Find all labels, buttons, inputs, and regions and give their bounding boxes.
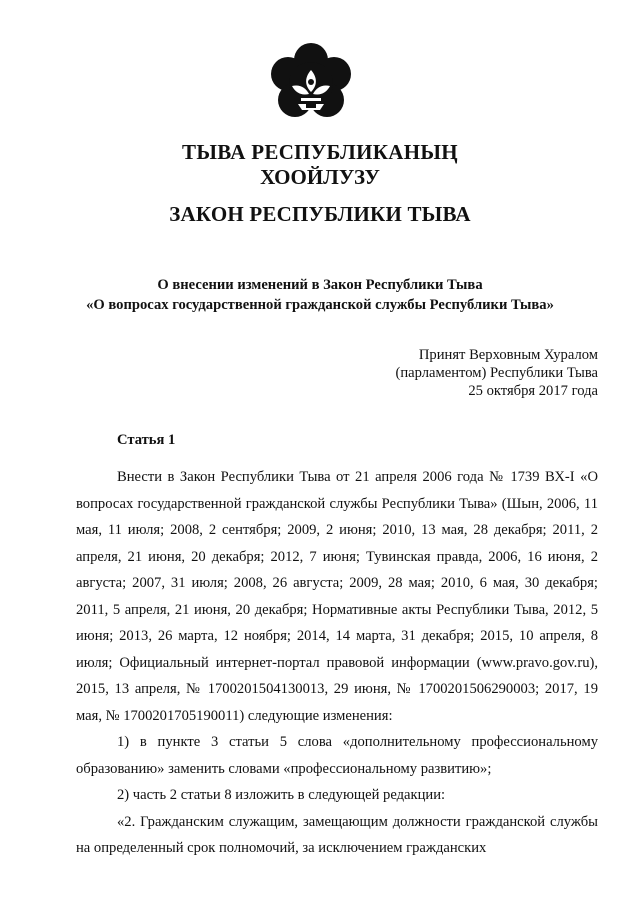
article-paragraph-item1: 1) в пункте 3 статьи 5 слова «дополнительному профессиональному образованию» заменить словами «профессиональному развитию»; (76, 734, 598, 777)
law-subject (0, 275, 640, 315)
law-subject-line1: О внесении изменений в Закон Республики Тыва (157, 277, 483, 293)
article-body (76, 464, 598, 862)
article-paragraph-item2: 2) часть 2 статьи 8 изложить в следующей редакции: (117, 787, 446, 803)
tuvan-title-line2: ХООЙЛУЗУ (260, 165, 380, 189)
adoption-info (395, 346, 598, 400)
adoption-line2: (парламентом) Республики Тыва (395, 365, 598, 381)
adoption-date: 25 октября 2017 года (468, 383, 598, 399)
adoption-line1: Принят Верховным Хуралом (418, 347, 598, 363)
coat-of-arms-emblem (268, 40, 354, 122)
article-paragraph-quote: «2. Гражданским служащим, замещающим должности гражданской службы на определенный срок полномочий, за исключением гражданских (76, 813, 598, 856)
tuvan-title-line1: ТЫВА РЕСПУБЛИКАНЫҢ (182, 140, 458, 164)
law-title: ЗАКОН РЕСПУБЛИКИ ТЫВА (169, 202, 471, 226)
article-heading: Статья 1 (117, 432, 176, 448)
article-paragraph-intro: Внести в Закон Республики Тыва от 21 апреля 2006 года № 1739 ВХ-I «О вопросах государственной гражданской службы Республики Тыва» (Шын, 2006, 11 мая, 11 июля; 2008, 2 сентября; 2009, 2 июня; 2010, 13 мая, 28 декабря; 2011, 2 апреля, 21 июня, 20 декабря; 2012, 7 июня; Тувинская правда, 2006, 16 июня, 2 августа; 2007, 31 июля; 2008, 26 августа; 2009, 28 мая; 2010, 6 мая, 30 декабря; 2011, 5 апреля, 21 июня, 20 декабря; Нормативные акты Республики Тыва, 2012, 5 июня; 2013, 26 марта, 12 ноября; 2014, 14 марта, 31 декабря; 2015, 10 апреля, 8 июля; Официальный интернет-портал правовой информации (www.pravo.gov.ru), 2015, 13 апреля, № 1700201504130013, 29 июня, № 1700201506290003; 2017, 19 мая, № 1700201705190011) следующие изменения: (76, 469, 598, 724)
law-subject-line2: «О вопросах государственной гражданской службы Республики Тыва» (86, 297, 554, 313)
